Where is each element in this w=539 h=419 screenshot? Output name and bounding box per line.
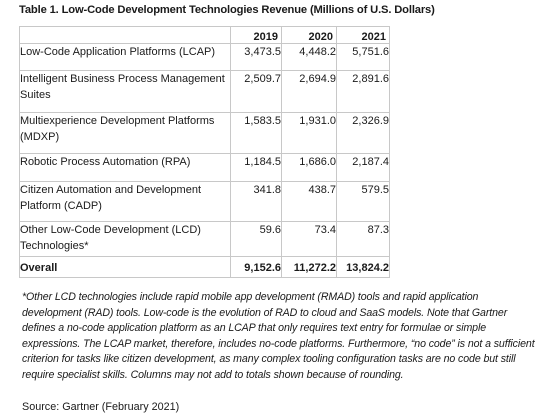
value-2019: 1,583.5: [231, 113, 282, 154]
row-label: Robotic Process Automation (RPA): [20, 154, 231, 182]
value-2019: 1,184.5: [231, 154, 282, 182]
value-2019: 59.6: [231, 222, 282, 257]
value-2020: 1,686.0: [282, 154, 337, 182]
row-label: Multiexperience Development Platforms (MDXP): [20, 113, 231, 154]
table-row: [20, 154, 390, 182]
header-cell-2020: 2020: [282, 27, 337, 44]
table-row: [20, 222, 390, 257]
value-2021: 579.5: [337, 182, 390, 222]
header-cell-blank: [20, 27, 231, 44]
value-2019: 3,473.5: [231, 44, 282, 71]
value-2020: 73.4: [282, 222, 337, 257]
value-2020: 2,694.9: [282, 71, 337, 113]
total-label: Overall: [20, 257, 231, 278]
table-row: [20, 71, 390, 113]
revenue-table: [19, 26, 390, 278]
value-2020: 4,448.2: [282, 44, 337, 71]
table-title: Table 1. Low-Code Development Technologies Revenue (Millions of U.S. Dollars): [19, 4, 435, 16]
value-2019: 2,509.7: [231, 71, 282, 113]
total-2021: 13,824.2: [337, 257, 390, 278]
row-label: Low-Code Application Platforms (LCAP): [20, 44, 231, 71]
value-2021: 5,751.6: [337, 44, 390, 71]
table-row: [20, 44, 390, 71]
value-2021: 2,187.4: [337, 154, 390, 182]
table-header-row: [20, 27, 390, 44]
table-total-row: [20, 257, 390, 278]
total-2020: 11,272.2: [282, 257, 337, 278]
value-2020: 1,931.0: [282, 113, 337, 154]
value-2021: 2,891.6: [337, 71, 390, 113]
value-2021: 2,326.9: [337, 113, 390, 154]
header-cell-2019: 2019: [231, 27, 282, 44]
footnote: *Other LCD technologies include rapid mobile app development (RMAD) tools and rapid application development (RAD) tools. Low-code is the evolution of RAD to cloud and SaaS models. Note that Gartner defines a no-code application platform as an LCAP that only requires text entry for formulae or simple expressions. The LCAP market, therefore, includes no-code platforms. Furthermore, “no code” is not a sufficient criterion for tasks like citizen development, as many complex tooling configuration tasks are no code but still require specialist skills. Columns may not add to totals shown because of rounding.: [22, 291, 535, 381]
value-2020: 438.7: [282, 182, 337, 222]
total-2019: 9,152.6: [231, 257, 282, 278]
header-cell-2021: 2021: [337, 27, 390, 44]
value-2021: 87.3: [337, 222, 390, 257]
table-row: [20, 182, 390, 222]
row-label: Other Low-Code Development (LCD) Technologies*: [20, 222, 231, 257]
row-label: Intelligent Business Process Management Suites: [20, 71, 231, 113]
row-label: Citizen Automation and Development Platform (CADP): [20, 182, 231, 222]
source-note: Source: Gartner (February 2021): [22, 401, 180, 413]
table-row: [20, 113, 390, 154]
value-2019: 341.8: [231, 182, 282, 222]
